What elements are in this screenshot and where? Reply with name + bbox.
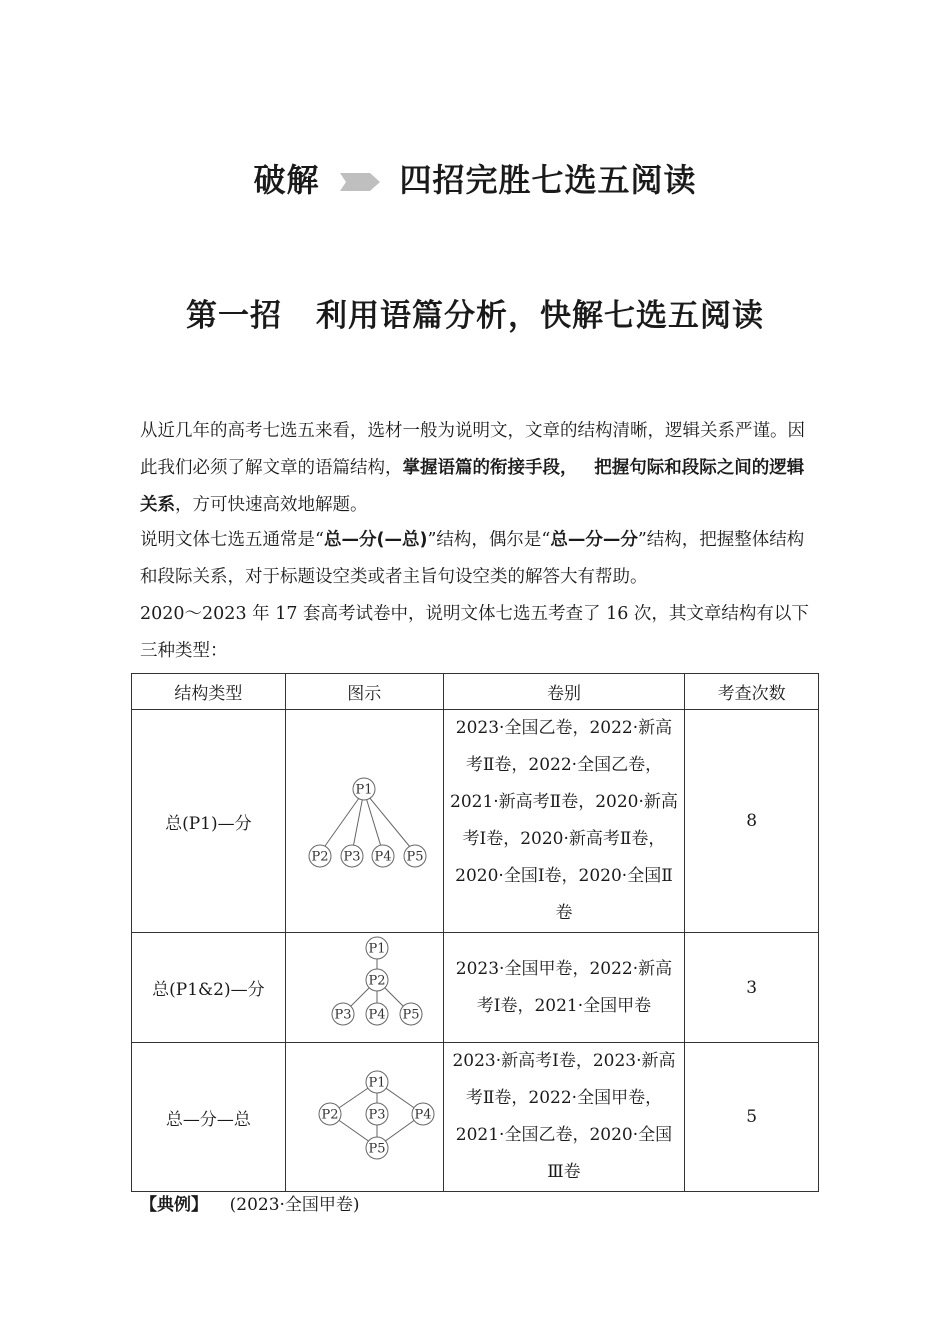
table-header: 结构类型 xyxy=(132,674,286,710)
structure-diagram-3 xyxy=(299,1065,432,1165)
structure-type: 总—分—总 xyxy=(132,1043,286,1192)
example-source: (2023·全国甲卷) xyxy=(229,1195,360,1215)
node-label: P1 xyxy=(368,1075,386,1090)
volumes: 2023·全国甲卷，2022·新高考Ⅰ卷，2021·全国甲卷 xyxy=(443,933,685,1043)
structure-type: 总(P1)—分 xyxy=(132,710,286,933)
node-label: P3 xyxy=(368,1107,386,1122)
title-right: 四招完胜七选五阅读 xyxy=(399,161,697,199)
node-label: P5 xyxy=(402,1007,420,1023)
section-title xyxy=(0,290,950,335)
intro-paragraph-1: 从近几年的高考七选五来看，选材一般为说明文，文章的结构清晰，逻辑关系严谨。因此我们必须了解文章的语篇结构，掌握语篇的衔接手段， 把握句际和段际之间的逻辑关系，方可快速高效地解题。 xyxy=(140,421,805,515)
exam-count: 5 xyxy=(685,1043,819,1192)
table-header-row xyxy=(132,674,819,710)
structure-diagram-1 xyxy=(299,769,429,869)
exam-count: 8 xyxy=(685,710,819,933)
node-label: P3 xyxy=(334,1007,352,1023)
emphasis-structure-1: 总—分(—总) xyxy=(323,530,428,550)
table-header: 图示 xyxy=(285,674,443,710)
table-row xyxy=(132,933,819,1043)
intro-paragraph-3: 2020～2023 年 17 套高考试卷中，说明文体七选五考查了 16 次，其文章结构有以下三种类型： xyxy=(140,604,809,661)
node-label: P2 xyxy=(311,849,329,864)
emphasis-cohesion: 掌握语篇的衔接手段， xyxy=(402,458,578,478)
title-left: 破解 xyxy=(253,161,320,199)
node-label: P4 xyxy=(414,1107,432,1122)
emphasis-logic: 把握句际和段际之间的逻辑关系 xyxy=(140,458,805,515)
node-label: P5 xyxy=(406,849,424,864)
structure-diagram-2 xyxy=(299,935,429,1035)
diagram-cell xyxy=(285,933,443,1043)
diagram-cell xyxy=(285,710,443,933)
node-label: P5 xyxy=(368,1141,386,1156)
volumes: 2023·全国乙卷，2022·新高考Ⅱ卷，2022·全国乙卷，2021·新高考Ⅱ卷，2020·新高考Ⅰ卷，2020·新高考Ⅱ卷，2020·全国Ⅰ卷，2020·全国Ⅱ卷 xyxy=(443,710,685,933)
node-label: P2 xyxy=(368,973,386,989)
node-label: P4 xyxy=(368,1007,386,1023)
section-part1: 第一招 xyxy=(186,298,282,334)
page-title xyxy=(0,155,950,201)
emphasis-structure-2: 总—分—分 xyxy=(550,530,638,550)
example-line xyxy=(140,1190,360,1215)
table-row xyxy=(132,710,819,933)
arrow-right-icon xyxy=(338,163,382,201)
node-label: P1 xyxy=(368,941,386,957)
volumes: 2023·新高考Ⅰ卷，2023·新高考Ⅱ卷，2022·全国甲卷，2021·全国乙卷，2020·全国Ⅲ卷 xyxy=(443,1043,685,1192)
node-label: P1 xyxy=(355,782,373,797)
section-part2: 利用语篇分析，快解七选五阅读 xyxy=(316,298,764,334)
table-row xyxy=(132,1043,819,1192)
node-label: P3 xyxy=(343,849,361,864)
table-header: 卷别 xyxy=(443,674,685,710)
diagram-cell xyxy=(285,1043,443,1192)
node-label: P4 xyxy=(374,849,392,864)
structure-table xyxy=(131,673,819,1192)
node-label: P2 xyxy=(321,1107,339,1122)
table-header: 考查次数 xyxy=(685,674,819,710)
structure-type: 总(P1&2)—分 xyxy=(132,933,286,1043)
exam-count: 3 xyxy=(685,933,819,1043)
example-label: 【典例】 xyxy=(140,1195,208,1215)
intro-paragraph-2: 说明文体七选五通常是“总—分(—总)”结构，偶尔是“总—分—分”结构，把握整体结构和段际关系，对于标题设空类或者主旨句设空类的解答大有帮助。 xyxy=(140,530,805,587)
